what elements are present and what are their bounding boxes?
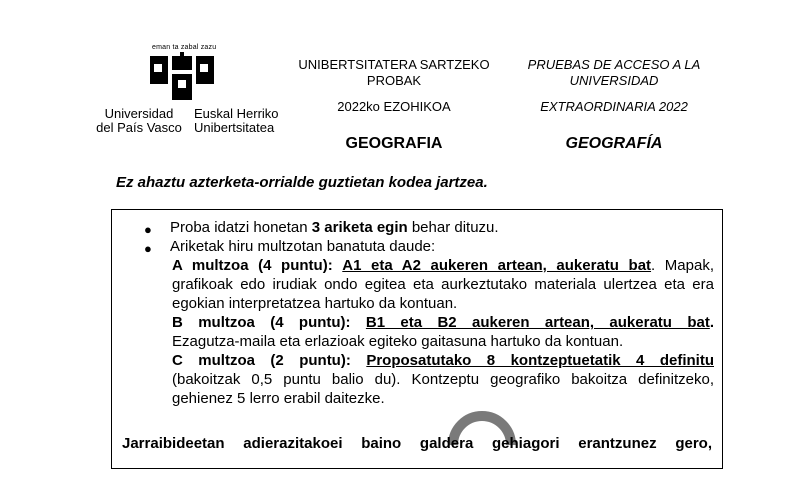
bullet1-post: behar dituzu. [407, 219, 499, 236]
bullet1-bold: 3 ariketa egin [311, 219, 408, 236]
section-b-tail: . [709, 314, 714, 331]
instructions-box [111, 209, 723, 469]
university-logo [78, 44, 288, 134]
section-b-line1 [172, 313, 714, 332]
title-spanish-line2: UNIVERSIDAD [569, 73, 659, 88]
subject-spanish: GEOGRAFÍA [565, 135, 663, 152]
univ-name-line2: del País Vasco [96, 120, 182, 135]
bullet-icon: ● [144, 222, 152, 237]
exam-date-spanish: EXTRAORDINARIA 2022 [540, 99, 688, 114]
section-b-choice: B1 eta B2 aukeren artean, aukeratu bat [365, 314, 710, 331]
section-c-label: C multzoa (2 puntu): [172, 352, 351, 369]
code-reminder: Ez ahaztu azterketa-orrialde guztietan kodea jartzea. [116, 174, 488, 191]
title-basque-line1: UNIBERTSITATERA SARTZEKO [298, 57, 490, 72]
subject-basque: GEOGRAFIA [345, 135, 443, 152]
section-a-choice: A1 eta A2 aukeren artean, aukeratu bat [342, 257, 652, 274]
section-c-line1 [172, 351, 714, 370]
university-name-es [84, 107, 194, 135]
instruction-bullet-2: Ariketak hiru multzotan banatuta daude: [170, 238, 436, 255]
exam-date-basque: 2022ko EZOHIKOA [337, 99, 451, 114]
section-b-label: B multzoa (4 puntu): [172, 314, 351, 331]
header-title-spanish [526, 57, 702, 89]
logo-tagline: eman ta zabal zazu [152, 44, 217, 51]
section-a-tail: . Mapak, [651, 257, 714, 274]
university-name-eu [194, 107, 279, 135]
section-c-choice: Proposatutako 8 kontzeptuetatik 4 definitu [366, 352, 714, 369]
section-b-line2: Ezagutza-maila eta erlazioak egiteko gaitasuna hartuko da kontuan. [172, 333, 624, 350]
bullet-icon: ● [144, 241, 152, 256]
section-a-line3: egokian interpretatzea hartuko da kontuan. [172, 295, 458, 312]
section-a-line1 [172, 256, 714, 275]
university-logo-icon [150, 52, 216, 102]
title-basque-line2: PROBAK [366, 73, 422, 88]
title-spanish-line1: PRUEBAS DE ACCESO A LA [527, 57, 701, 72]
section-a-line2: grafikoak edo irudiak ondo egitea eta aurkeztutako materiala ulertzea eta era [172, 276, 714, 293]
section-c-line2: (bakoitzak 0,5 puntu balio du). Kontzeptu geografiko bakoitza definitzeko, [172, 371, 714, 388]
section-a-label: A multzoa (4 puntu): [172, 257, 333, 274]
header-title-basque [296, 57, 492, 89]
ehu-name-line2: Unibertsitatea [194, 120, 275, 135]
section-c-line3: gehienez 5 lerro erabil daitezke. [172, 390, 385, 407]
ehu-name-line1: Euskal Herriko [194, 106, 279, 121]
bottom-instruction: Jarraibideetan adierazitakoei baino galdera gehiagori erantzunez gero, [122, 435, 712, 452]
instruction-bullet-1 [170, 218, 715, 237]
bullet1-pre: Proba idatzi honetan [170, 219, 312, 236]
univ-name-line1: Universidad [104, 106, 174, 121]
